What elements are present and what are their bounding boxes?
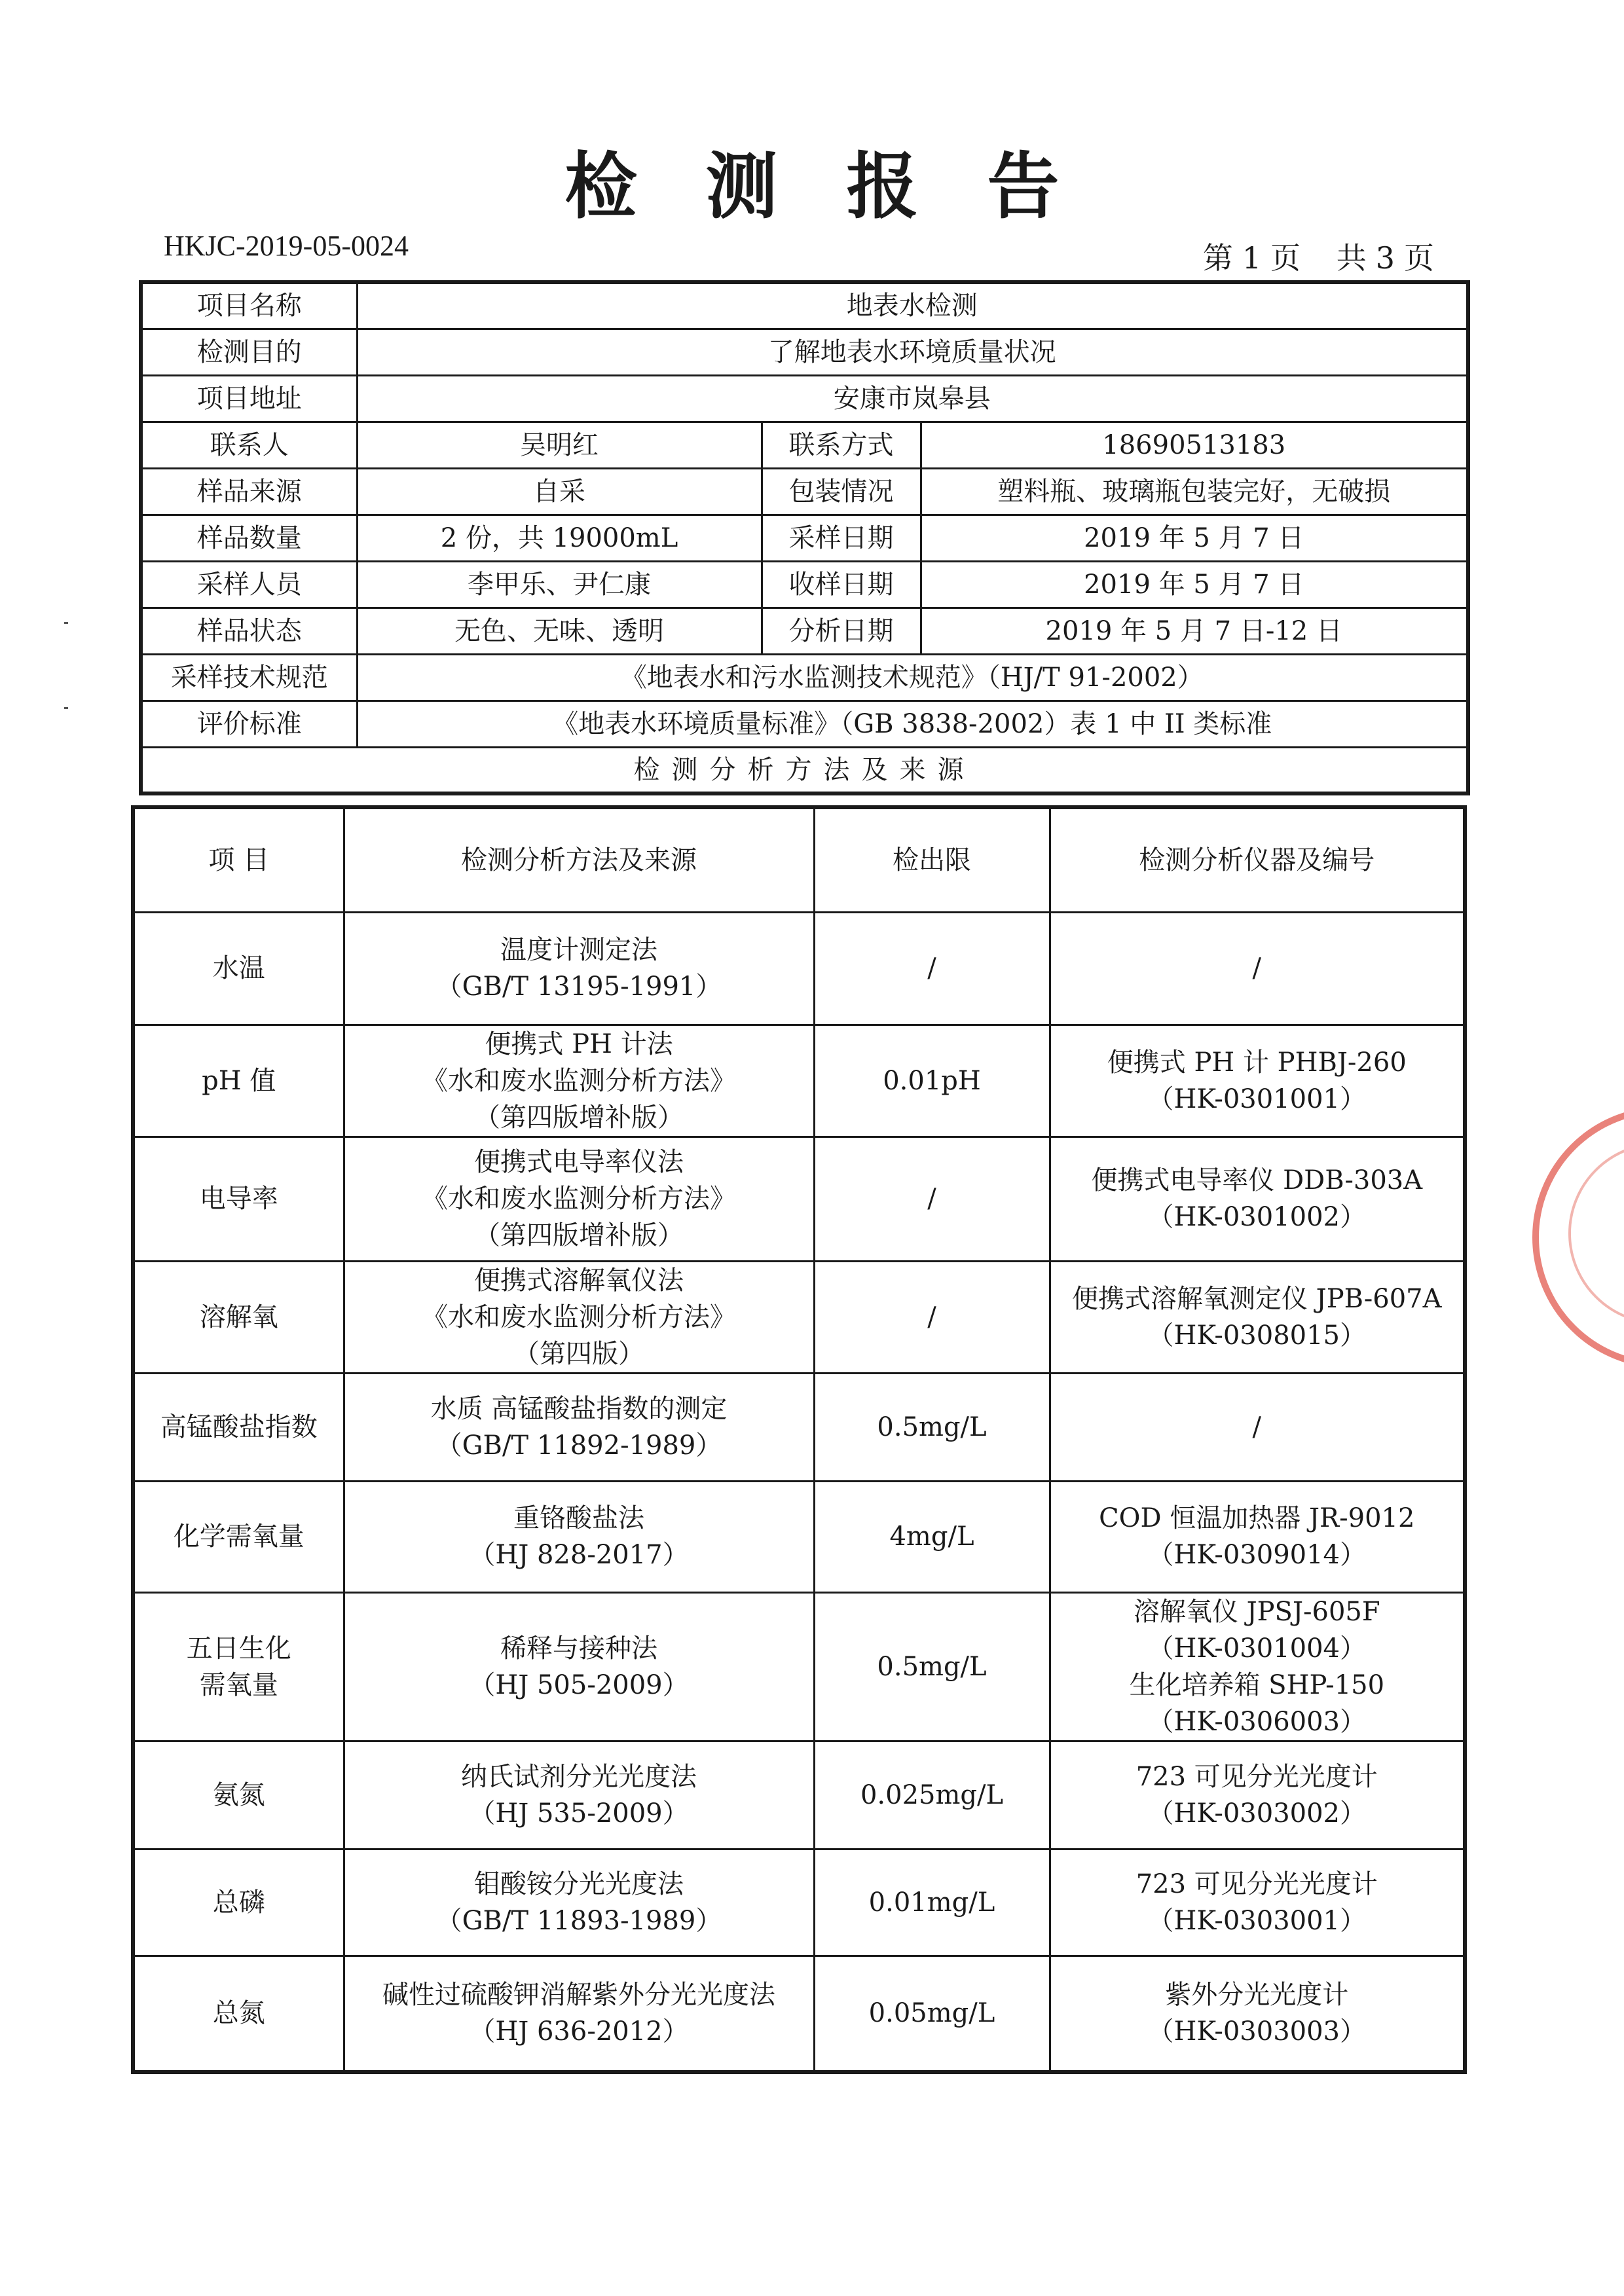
info-row (141, 515, 1468, 561)
info-value: 2 份，共 19000mL (357, 515, 762, 561)
method-instrument (1050, 1592, 1465, 1741)
report-title: 检测报告 (564, 145, 1128, 228)
method-instrument-line: （HK-0301004） (1147, 1633, 1366, 1664)
method-limit: / (814, 1261, 1050, 1373)
method-instrument-line: 溶解氧仪 JPSJ-605F (1133, 1596, 1380, 1627)
info-value: 了解地表水环境质量状况 (357, 329, 1468, 375)
method-source (344, 1592, 814, 1741)
method-source-line: （HJ 505-2009） (469, 1669, 689, 1700)
method-source (344, 1261, 814, 1373)
info-label: 样品来源 (141, 468, 357, 515)
method-limit: 0.01pH (814, 1025, 1050, 1137)
method-row (133, 1261, 1465, 1373)
methods-table (131, 805, 1467, 2074)
method-limit: / (814, 912, 1050, 1025)
info-label: 项目名称 (141, 282, 357, 329)
info-label: 评价标准 (141, 701, 357, 747)
methods-header-cell: 检出限 (814, 807, 1050, 912)
section-title-row (141, 747, 1468, 793)
method-instrument-line: （HK-0308015） (1147, 1320, 1366, 1351)
method-limit: 4mg/L (814, 1481, 1050, 1592)
info-row (141, 375, 1468, 422)
method-instrument (1050, 1741, 1465, 1849)
info-row (141, 654, 1468, 701)
method-source-line: 纳氏试剂分光光度法 (461, 1761, 697, 1792)
method-source-line: （第四版） (513, 1338, 644, 1369)
info-label: 样品状态 (141, 608, 357, 654)
method-item: pH 值 (133, 1025, 344, 1137)
method-source (344, 1373, 814, 1481)
method-limit: 0.5mg/L (814, 1373, 1050, 1481)
info-row (141, 608, 1468, 654)
method-instrument-line: 便携式溶解氧测定仪 JPB-607A (1071, 1283, 1442, 1314)
method-source-line: （GB/T 13195-1991） (435, 972, 722, 1002)
method-source-line: 便携式电导率仪法 (474, 1147, 684, 1177)
method-source (344, 1956, 814, 2072)
method-source-line: （GB/T 11892-1989） (435, 1430, 722, 1461)
method-limit: / (814, 1137, 1050, 1261)
method-source (344, 1481, 814, 1592)
info-value: 地表水检测 (357, 282, 1468, 329)
info-label: 收样日期 (762, 561, 921, 608)
info-value: 吴明红 (357, 422, 762, 468)
method-item: 水温 (133, 912, 344, 1025)
method-instrument-line: 便携式电导率仪 DDB-303A (1091, 1165, 1423, 1195)
method-source (344, 1025, 814, 1137)
info-value: 2019 年 5 月 7 日 (921, 561, 1468, 608)
method-row (133, 1481, 1465, 1592)
method-source-line: （HJ 535-2009） (469, 1798, 689, 1829)
method-source-line: 稀释与接种法 (500, 1633, 657, 1664)
method-instrument-line: （HK-0303001） (1147, 1905, 1366, 1936)
method-item: 总氮 (133, 1956, 344, 2072)
method-instrument-line: 723 可见分光光度计 (1135, 1868, 1378, 1899)
method-instrument-line: （HK-0303003） (1147, 2016, 1366, 2047)
method-instrument (1050, 1481, 1465, 1592)
page-mid: 页 (1270, 240, 1301, 276)
method-item: 高锰酸盐指数 (133, 1373, 344, 1481)
method-item: 总磷 (133, 1849, 344, 1956)
method-instrument (1050, 1261, 1465, 1373)
report-number: HKJC-2019-05-0024 (164, 230, 409, 262)
info-value: 18690513183 (921, 422, 1468, 468)
info-label: 项目地址 (141, 375, 357, 422)
info-value: 自采 (357, 468, 762, 515)
info-label: 采样日期 (762, 515, 921, 561)
page-prefix: 第 (1202, 240, 1233, 276)
info-table (139, 280, 1470, 795)
method-limit: 0.5mg/L (814, 1592, 1050, 1741)
method-instrument-line: COD 恒温加热器 JR-9012 (1099, 1503, 1415, 1533)
info-value: 《地表水环境质量标准》（GB 3838-2002）表 1 中 II 类标准 (357, 701, 1468, 747)
method-limit: 0.05mg/L (814, 1956, 1050, 2072)
info-label: 包装情况 (762, 468, 921, 515)
method-source (344, 1137, 814, 1261)
method-row (133, 1956, 1465, 2072)
methods-header-cell: 检测分析方法及来源 (344, 807, 814, 912)
method-item: 化学需氧量 (133, 1481, 344, 1592)
info-label: 样品数量 (141, 515, 357, 561)
method-instrument-line: （HK-0301001） (1147, 1084, 1366, 1114)
methods-header-cell: 项 目 (133, 807, 344, 912)
method-source-line: 碱性过硫酸钾消解紫外分光光度法 (382, 1980, 775, 2011)
method-source-line: 钼酸铵分光光度法 (474, 1868, 684, 1899)
info-label: 检测目的 (141, 329, 357, 375)
method-instrument-line: 723 可见分光光度计 (1135, 1761, 1378, 1792)
method-instrument (1050, 912, 1465, 1025)
method-source-line: 《水和废水监测分析方法》 (422, 1302, 736, 1332)
method-item: 电导率 (133, 1137, 344, 1261)
method-source-line: 温度计测定法 (500, 935, 657, 965)
method-row (133, 1849, 1465, 1956)
info-row (141, 329, 1468, 375)
method-instrument (1050, 1849, 1465, 1956)
info-value: 安康市岚皋县 (357, 375, 1468, 422)
info-value: 《地表水和污水监测技术规范》（HJ/T 91-2002） (357, 654, 1468, 701)
method-item: 五日生化 需氧量 (133, 1592, 344, 1741)
method-row (133, 912, 1465, 1025)
page-total-prefix: 共 (1336, 240, 1367, 276)
info-label: 分析日期 (762, 608, 921, 654)
info-value: 无色、无味、透明 (357, 608, 762, 654)
page-indicator (1194, 234, 1434, 278)
info-label: 联系方式 (762, 422, 921, 468)
method-source-line: （HJ 636-2012） (469, 2016, 689, 2047)
method-source-line: （第四版增补版） (474, 1220, 684, 1250)
method-instrument-line: （HK-0301002） (1147, 1202, 1366, 1232)
method-instrument-line: （HK-0309014） (1147, 1540, 1366, 1570)
method-source-line: 重铬酸盐法 (513, 1503, 644, 1533)
page-total: 3 (1375, 240, 1395, 276)
info-row (141, 561, 1468, 608)
method-instrument-line: / (1252, 1412, 1261, 1442)
info-label: 联系人 (141, 422, 357, 468)
section-title: 检测分析方法及来源 (141, 747, 1468, 793)
info-value: 2019 年 5 月 7 日-12 日 (921, 608, 1468, 654)
method-source-line: （GB/T 11893-1989） (435, 1905, 722, 1936)
method-row (133, 1741, 1465, 1849)
info-row (141, 701, 1468, 747)
info-value: 李甲乐、尹仁康 (357, 561, 762, 608)
method-item: 溶解氧 (133, 1261, 344, 1373)
method-instrument (1050, 1025, 1465, 1137)
page-current: 1 (1242, 240, 1262, 276)
method-source (344, 912, 814, 1025)
method-row (133, 1137, 1465, 1261)
method-instrument (1050, 1956, 1465, 2072)
method-limit: 0.025mg/L (814, 1741, 1050, 1849)
method-source-line: （第四版增补版） (474, 1102, 684, 1133)
method-instrument-line: / (1252, 953, 1261, 983)
method-limit: 0.01mg/L (814, 1849, 1050, 1956)
methods-header-cell: 检测分析仪器及编号 (1050, 807, 1465, 912)
method-instrument-line: （HK-0303002） (1147, 1798, 1366, 1829)
method-source (344, 1741, 814, 1849)
info-value: 2019 年 5 月 7 日 (921, 515, 1468, 561)
method-instrument (1050, 1137, 1465, 1261)
scan-mark (64, 707, 68, 709)
info-value: 塑料瓶、玻璃瓶包装完好，无破损 (921, 468, 1468, 515)
method-instrument-line: 生化培养箱 SHP-150 (1129, 1669, 1385, 1700)
method-instrument-line: 便携式 PH 计 PHBJ-260 (1107, 1047, 1407, 1078)
method-source-line: 便携式溶解氧仪法 (474, 1265, 684, 1296)
method-source-line: 水质 高锰酸盐指数的测定 (430, 1393, 728, 1424)
method-instrument-line: （HK-0306003） (1147, 1706, 1366, 1737)
info-row (141, 282, 1468, 329)
method-instrument-line: 紫外分光光度计 (1165, 1980, 1349, 2011)
info-row (141, 468, 1468, 515)
methods-header-row (133, 807, 1465, 912)
info-label: 采样人员 (141, 561, 357, 608)
method-source-line: 《水和废水监测分析方法》 (422, 1184, 736, 1214)
method-instrument (1050, 1373, 1465, 1481)
method-source-line: 《水和废水监测分析方法》 (422, 1065, 736, 1096)
scan-mark (64, 622, 68, 624)
method-row (133, 1373, 1465, 1481)
method-item: 氨氮 (133, 1741, 344, 1849)
method-source-line: （HJ 828-2017） (469, 1540, 689, 1570)
method-source-line: 便携式 PH 计法 (485, 1029, 673, 1059)
page-suffix: 页 (1404, 240, 1434, 276)
method-row (133, 1592, 1465, 1741)
info-row (141, 422, 1468, 468)
method-source (344, 1849, 814, 1956)
info-label: 采样技术规范 (141, 654, 357, 701)
method-row (133, 1025, 1465, 1137)
